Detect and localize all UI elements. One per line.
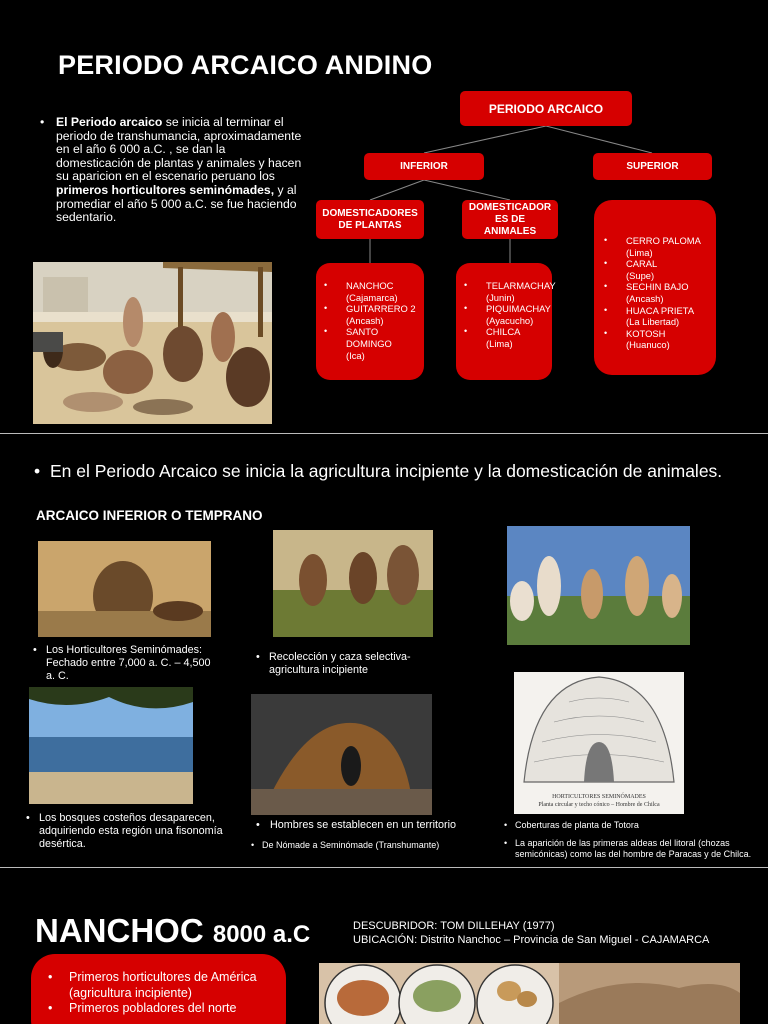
caption-recoleccion: • Recolección y caza selectiva-agricultura incipiente — [256, 651, 446, 677]
chart-root-periodo-arcaico: PERIODO ARCAICO — [460, 91, 632, 126]
site-place: (Lima) — [486, 337, 513, 349]
bullet: • — [40, 115, 45, 129]
site-name: • CHILCA — [486, 326, 521, 338]
site-item — [604, 281, 714, 304]
caption-text: De Nómade a Seminómade (Transhumante) — [262, 840, 440, 850]
site-details — [353, 920, 709, 947]
list-item: • Primeros horticultores de América (agricultura incipiente) — [48, 970, 278, 1001]
caption-text: Los bosques costeños desaparecen, adquiriendo esta región una fisonomía desértica. — [39, 812, 223, 850]
site-item — [324, 280, 420, 303]
site-item — [464, 303, 551, 326]
horticultores-image — [38, 541, 211, 637]
site-name: • SANTO DOMINGO — [346, 326, 392, 349]
site-item — [604, 328, 714, 351]
intro-text-2: y al promediar el año 5 000 a.C. se fue haciendo sedentario. — [56, 182, 297, 225]
site-name: • GUITARRERO 2 — [346, 303, 416, 315]
site-name: • SECHIN BAJO — [626, 281, 689, 293]
caption-nomade: • De Nómade a Seminómade (Transhumante) — [251, 840, 481, 851]
site-name: • TELARMACHAY — [486, 280, 556, 291]
llamas-image — [507, 526, 690, 645]
site-name: • KOTOSH — [626, 327, 666, 339]
hut-drawing-labels — [514, 793, 684, 809]
site-place: (Ica) — [346, 349, 365, 361]
intro-bold-1: El Periodo arcaico — [56, 115, 163, 129]
caption-aldeas: • La aparición de las primeras aldeas del litoral (chozas semicónicas) como las del hombre de Paracas y de Chilca. — [504, 838, 768, 860]
site-name: • NANCHOC — [346, 280, 394, 291]
animales-sites-list — [464, 280, 556, 350]
hut-drawing-image — [514, 672, 684, 814]
site-place: (La Libertad) — [626, 316, 680, 328]
site-place: (Lima) — [626, 246, 653, 258]
site-name: • PIQUIMACHAY — [486, 303, 551, 315]
site-name: NANCHOC — [35, 912, 204, 949]
location-text: UBICACIÓN: Distrito Nanchoc – Provincia de San Miguel - CAJAMARCA — [353, 933, 710, 946]
section-subtitle: ARCAICO INFERIOR O TEMPRANO — [36, 508, 263, 523]
nanchoc-findings-image — [319, 963, 740, 1024]
superior-sites-box — [594, 200, 716, 375]
plantas-sites-box — [316, 263, 424, 380]
plantas-sites-list — [324, 280, 420, 361]
site-name: • CERRO PALOMA — [626, 235, 701, 246]
caption-text: La aparición de las primeras aldeas del litoral (chozas semicónicas) como las del hombre de Paracas y de Chilca. — [515, 838, 752, 859]
intro-text-1: se inicia al terminar el periodo de transhumancia, aproximadamente en el año 6 000 a.C. , se dan la domesticación de plantas y animales y hacen su aparicion en el escenario peruano los — [56, 115, 302, 184]
caption-totora: • Coberturas de planta de Totora — [504, 820, 734, 831]
recoleccion-image — [273, 530, 433, 637]
site-place: (Junin) — [486, 291, 515, 303]
site-item — [464, 326, 548, 349]
site-item — [464, 280, 556, 303]
discoverer-text: DESCUBRIDOR: TOM DILLEHAY (1977) — [353, 920, 555, 932]
site-item — [604, 235, 714, 258]
site-item — [604, 258, 714, 281]
slide-arcaico-inferior — [0, 433, 768, 865]
slide-title: PERIODO ARCAICO ANDINO — [58, 50, 433, 80]
chart-node-animales: DOMESTICADOR ES DE ANIMALES — [462, 200, 558, 239]
site-year: 8000 a.C — [212, 921, 311, 948]
nanchoc-points-list — [48, 970, 278, 1017]
coast-image — [29, 687, 193, 804]
site-place: (Supe) — [626, 269, 655, 281]
caption-text: Coberturas de planta de Totora — [515, 820, 639, 830]
site-name: • CARAL — [626, 258, 658, 270]
caption-text: Recolección y caza selectiva-agricultura incipiente — [269, 651, 411, 676]
site-place: (Ancash) — [626, 292, 664, 304]
site-item — [324, 326, 420, 361]
hut-label-1: HORTICULTORES SEMINÓMADES — [552, 794, 646, 800]
slide-heading: • En el Periodo Arcaico se inicia la agricultura incipiente y la domesticación de animales. — [34, 461, 734, 481]
chart-node-plantas: DOMESTICADORES DE PLANTAS — [316, 200, 424, 239]
superior-sites-list — [604, 235, 714, 351]
intro-bold-2: primeros horticultores seminómades, — [56, 182, 275, 197]
caption-hombres: • Hombres se establecen en un territorio — [256, 819, 466, 832]
heading-text: En el Periodo Arcaico se inicia la agricultura incipiente y la domesticación de animales. — [50, 461, 723, 481]
caption-text: Hombres se establecen en un territorio — [270, 819, 457, 831]
site-title — [35, 912, 310, 950]
caption-text: Los Horticultores Seminómades: Fechado entre 7,000 a. C. – 4,500 a. C. — [46, 644, 211, 682]
hut-label-2: Planta circular y techo cónico – Hombre de Chilca — [538, 802, 660, 808]
site-place: (Cajamarca) — [346, 291, 398, 303]
site-name: • HUACA PRIETA — [626, 304, 695, 316]
animales-sites-box — [456, 263, 556, 380]
slide-periodo-arcaico — [0, 0, 768, 431]
nanchoc-points-box — [31, 954, 286, 1024]
chart-node-inferior: INFERIOR — [364, 153, 484, 180]
chart-node-superior: SUPERIOR — [593, 153, 712, 180]
site-item — [604, 305, 714, 328]
caption-bosques: • Los bosques costeños desaparecen, adquiriendo esta región una fisonomía desértica. — [26, 812, 241, 851]
list-item: • Primeros pobladores del norte — [48, 1001, 278, 1017]
site-place: (Ancash) — [346, 314, 384, 326]
dwelling-museum-image — [251, 694, 432, 815]
slide-nanchoc — [0, 867, 768, 1024]
site-item — [324, 303, 420, 326]
archaic-village-illustration — [33, 262, 272, 424]
site-place: (Ayacucho) — [486, 314, 534, 326]
site-place: (Huanuco) — [626, 339, 670, 351]
caption-horticultores: • Los Horticultores Seminómades: Fechado entre 7,000 a. C. – 4,500 a. C. — [33, 644, 218, 683]
